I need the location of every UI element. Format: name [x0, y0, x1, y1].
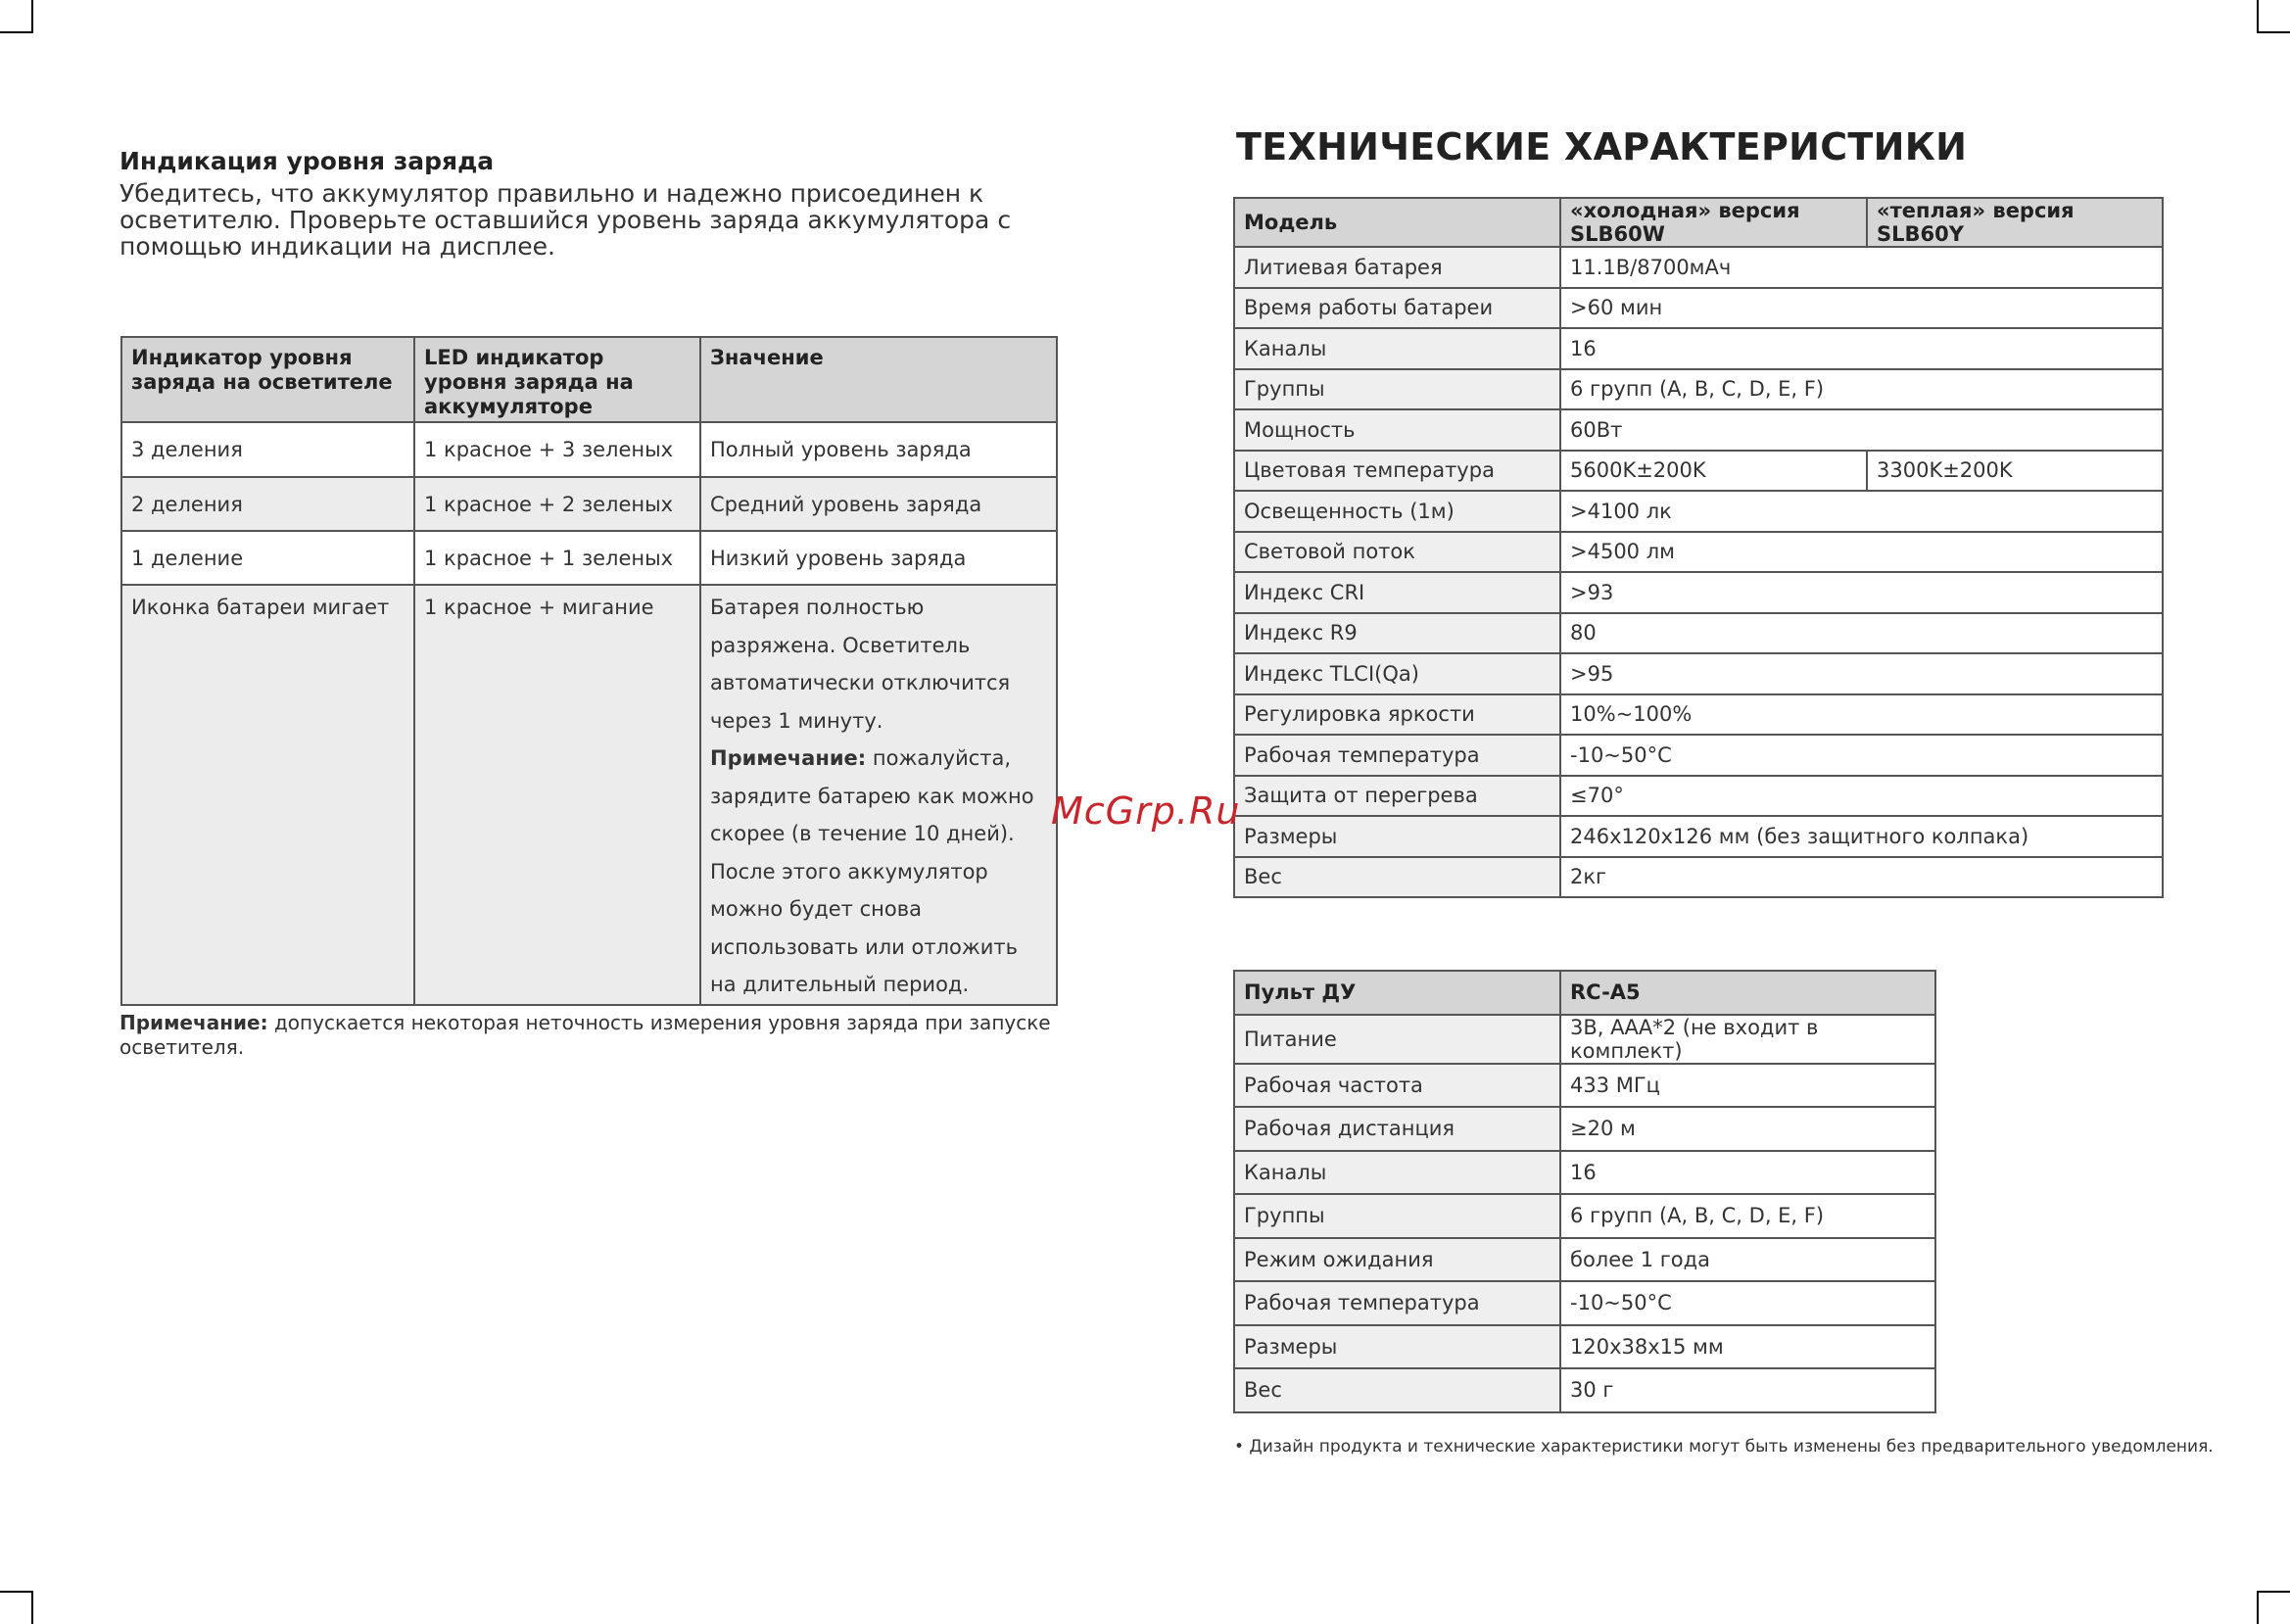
- footnote-label: Примечание:: [119, 1011, 268, 1034]
- spec-label: Режим ожидания: [1234, 1238, 1560, 1282]
- table-row: [1234, 1194, 1935, 1238]
- table-row: [1234, 653, 2163, 694]
- crop-mark: [0, 31, 33, 33]
- table-header-cell: «холодная» версия SLB60W: [1560, 198, 1867, 247]
- remote-spec-table: [1233, 970, 1936, 1413]
- spec-value-warm: 3300K±200K: [1867, 451, 2163, 492]
- table-cell: 1 красное + мигание: [414, 585, 700, 1005]
- spec-label: Индекс TLCI(Qa): [1234, 653, 1560, 694]
- crop-mark: [31, 1591, 33, 1624]
- table-cell: Полный уровень заряда: [700, 422, 1057, 477]
- spec-value: 16: [1560, 328, 2163, 369]
- spec-label: Освещенность (1м): [1234, 491, 1560, 532]
- table-header-cell: LED индикатор уровня заряда на аккумуляторе: [414, 337, 700, 422]
- table-row: [1234, 288, 2163, 329]
- spec-value-cold: 5600K±200K: [1560, 451, 1867, 492]
- table-cell: 1 красное + 3 зеленых: [414, 422, 700, 477]
- table-row: [1234, 369, 2163, 410]
- watermark: McGrp.Ru: [1051, 789, 1241, 833]
- note-label: Примечание:: [710, 746, 867, 770]
- table-cell: 2 деления: [121, 477, 414, 531]
- spec-value: 30 г: [1560, 1368, 1935, 1412]
- crop-mark: [2257, 0, 2259, 33]
- spec-label: Рабочая дистанция: [1234, 1107, 1560, 1151]
- table-row: [1234, 409, 2163, 451]
- table-row: [1234, 1281, 1935, 1325]
- table-header-cell: Модель: [1234, 198, 1560, 247]
- spec-label: Световой поток: [1234, 532, 1560, 573]
- table-row: [1234, 1015, 1935, 1064]
- spec-value: 2кг: [1560, 857, 2163, 898]
- table-row: [1234, 532, 2163, 573]
- spec-value: >95: [1560, 653, 2163, 694]
- table-cell-meaning: [700, 585, 1057, 1005]
- table-row: [121, 422, 1057, 477]
- spec-value: 120x38x15 мм: [1560, 1325, 1935, 1369]
- spec-label: Вес: [1234, 857, 1560, 898]
- spec-value: -10~50°C: [1560, 735, 2163, 776]
- spec-label: Защита от перегрева: [1234, 776, 1560, 817]
- spec-label: Регулировка яркости: [1234, 694, 1560, 736]
- spec-label: Литиевая батарея: [1234, 247, 1560, 288]
- table-header-cell: Пульт ДУ: [1234, 971, 1560, 1015]
- table-row: [1234, 694, 2163, 736]
- table-row: [1234, 1107, 1935, 1151]
- spec-value: 16: [1560, 1151, 1935, 1195]
- table-row: [1234, 328, 2163, 369]
- table-row: [1234, 1064, 1935, 1108]
- spec-value: более 1 года: [1560, 1238, 1935, 1282]
- spec-value: 6 групп (A, B, C, D, E, F): [1560, 1194, 1935, 1238]
- table-row: [1234, 857, 2163, 898]
- table-cell: 1 деление: [121, 531, 414, 585]
- spec-value: -10~50°C: [1560, 1281, 1935, 1325]
- spec-label: Мощность: [1234, 409, 1560, 451]
- spec-value: 6 групп (A, B, C, D, E, F): [1560, 369, 2163, 410]
- table-row: [1234, 735, 2163, 776]
- table-row: [1234, 613, 2163, 654]
- spec-label: Размеры: [1234, 816, 1560, 857]
- spec-value: >4100 лк: [1560, 491, 2163, 532]
- table-row: [1234, 1238, 1935, 1282]
- spec-value: 3В, ААА*2 (не входит в комплект): [1560, 1015, 1935, 1064]
- spec-label: Цветовая температура: [1234, 451, 1560, 492]
- table-row: [1234, 247, 2163, 288]
- table-row: [121, 585, 1057, 1005]
- table-row: [1234, 816, 2163, 857]
- table-header-row: [121, 337, 1057, 422]
- spec-label: Рабочая температура: [1234, 1281, 1560, 1325]
- crop-mark: [31, 0, 33, 33]
- spec-label: Рабочая частота: [1234, 1064, 1560, 1108]
- table-row: [1234, 1325, 1935, 1369]
- crop-mark: [2257, 1591, 2290, 1593]
- spec-value: 10%~100%: [1560, 694, 2163, 736]
- table-cell: Низкий уровень заряда: [700, 531, 1057, 585]
- table-row: [1234, 776, 2163, 817]
- table-row: [121, 477, 1057, 531]
- disclaimer: • Дизайн продукта и технические характеристики могут быть изменены без предварительного уведомления.: [1234, 1437, 2214, 1457]
- intro-paragraph: Убедитесь, что аккумулятор правильно и надежно присоединен к осветителю. Проверьте оставшийся уровень заряда аккумулятора с помощью индикации на дисплее.: [119, 179, 1012, 261]
- table-row: [1234, 491, 2163, 532]
- spec-value: ≤70°: [1560, 776, 2163, 817]
- spec-label: Рабочая температура: [1234, 735, 1560, 776]
- spec-value: ≥20 м: [1560, 1107, 1935, 1151]
- crop-mark: [2257, 31, 2290, 33]
- spec-label: Группы: [1234, 1194, 1560, 1238]
- table-header-row: [1234, 971, 1935, 1015]
- table-header-cell: Индикатор уровня заряда на осветителе: [121, 337, 414, 422]
- meaning-text: Батарея полностью разряжена. Осветитель автоматически отключится через 1 минуту.: [710, 596, 1011, 733]
- table-row: [121, 531, 1057, 585]
- section-title: Индикация уровня заряда: [119, 147, 495, 175]
- table-header-cell: «теплая» версия SLB60Y: [1867, 198, 2163, 247]
- table-row: [1234, 572, 2163, 613]
- footnote-text: допускается некоторая неточность измерения уровня заряда при запуске осветителя.: [119, 1011, 1051, 1059]
- spec-value: 80: [1560, 613, 2163, 654]
- table-row: [1234, 1151, 1935, 1195]
- spec-label: Группы: [1234, 369, 1560, 410]
- spec-label: Питание: [1234, 1015, 1560, 1064]
- table-header-row: [1234, 198, 2163, 247]
- table-row: [1234, 1368, 1935, 1412]
- spec-label: Вес: [1234, 1368, 1560, 1412]
- spec-value: 11.1В/8700мАч: [1560, 247, 2163, 288]
- spec-value: >93: [1560, 572, 2163, 613]
- spec-value: >4500 лм: [1560, 532, 2163, 573]
- crop-mark: [2257, 1591, 2259, 1624]
- spec-label: Каналы: [1234, 328, 1560, 369]
- table-header-cell: RC-A5: [1560, 971, 1935, 1015]
- note-text: пожалуйста, зарядите батарею как можно скорее (в течение 10 дней). После этого аккумулятор можно будет снова использовать или отложить на длительный период.: [710, 746, 1034, 996]
- spec-value: >60 мин: [1560, 288, 2163, 329]
- spec-value: 60Вт: [1560, 409, 2163, 451]
- spec-label: Индекс R9: [1234, 613, 1560, 654]
- page-title: ТЕХНИЧЕСКИЕ ХАРАКТЕРИСТИКИ: [1236, 125, 1968, 168]
- charge-indicator-table: [120, 336, 1058, 1006]
- spec-label: Каналы: [1234, 1151, 1560, 1195]
- table-cell: 3 деления: [121, 422, 414, 477]
- spec-label: Время работы батареи: [1234, 288, 1560, 329]
- spec-table: [1233, 197, 2164, 898]
- crop-mark: [0, 1591, 33, 1593]
- spec-value: 246x120x126 мм (без защитного колпака): [1560, 816, 2163, 857]
- spec-label: Размеры: [1234, 1325, 1560, 1369]
- table-cell: Средний уровень заряда: [700, 477, 1057, 531]
- table-cell: 1 красное + 1 зеленых: [414, 531, 700, 585]
- table-cell: 1 красное + 2 зеленых: [414, 477, 700, 531]
- spec-label: Индекс CRI: [1234, 572, 1560, 613]
- table-cell: Иконка батареи мигает: [121, 585, 414, 1005]
- table-header-cell: Значение: [700, 337, 1057, 422]
- footnote: [119, 1011, 1060, 1060]
- table-row: [1234, 451, 2163, 492]
- spec-value: 433 МГц: [1560, 1064, 1935, 1108]
